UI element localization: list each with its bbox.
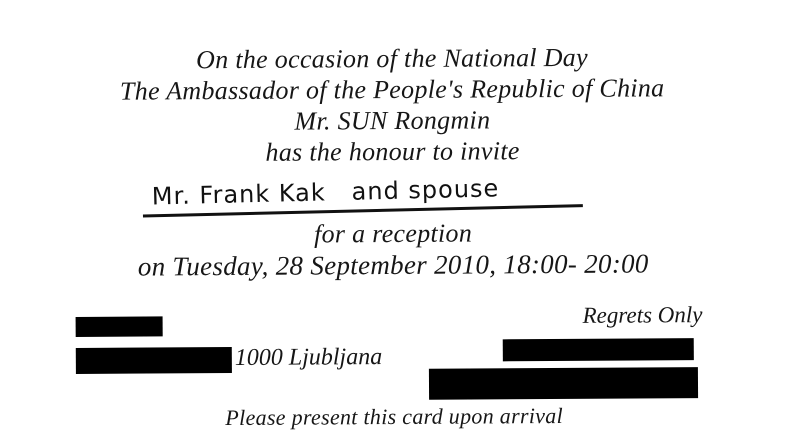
honour-line: has the honour to invite [265, 136, 520, 167]
city-text: 1000 Ljubljana [234, 344, 383, 371]
redaction-bar-rsvp-email [429, 367, 698, 400]
redaction-bar-address [76, 347, 232, 374]
host-name-line: Mr. SUN Rongmin [294, 105, 491, 136]
host-title-line: The Ambassador of the People's Republic of China [119, 73, 665, 106]
invitee-name-handwritten: Mr. Frank Kak and spouse [151, 174, 500, 211]
redaction-bar-rsvp-phone [503, 338, 694, 361]
footer-note: Please present this card upon arrival [225, 402, 564, 431]
redaction-bar-top-left [76, 316, 163, 337]
regrets-only-text: Regrets Only [582, 302, 703, 328]
reception-line: for a reception [313, 218, 473, 249]
datetime-line: on Tuesday, 28 September 2010, 18:00- 20:00 [137, 248, 649, 282]
occasion-line: On the occasion of the National Day [196, 42, 588, 75]
